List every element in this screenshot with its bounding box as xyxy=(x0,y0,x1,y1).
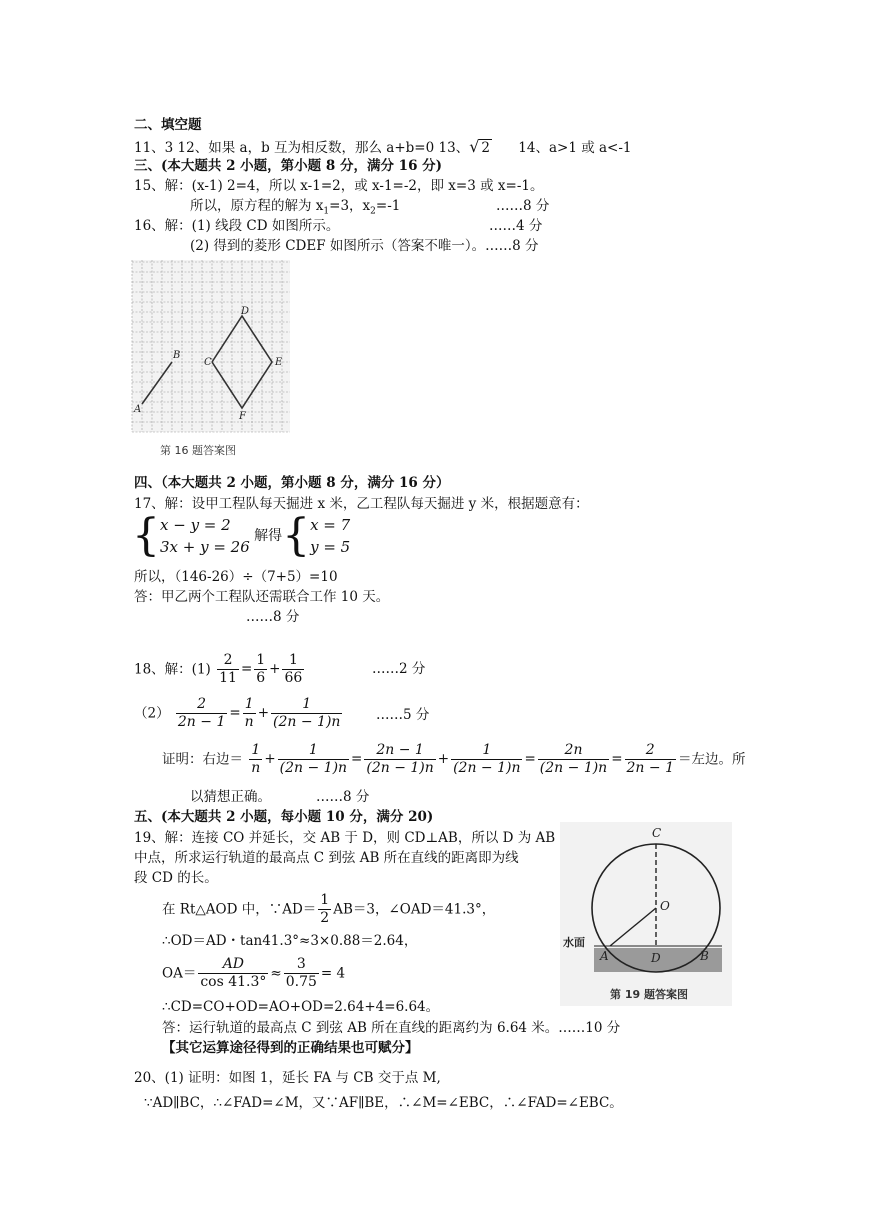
label-C: C xyxy=(652,826,662,840)
eq2: 3x + y = 26 xyxy=(160,538,250,556)
proof-tail: ＝左边。所 xyxy=(677,751,746,768)
section-3-title: 三、(本大题共 2 小题，第小题 8 分，满分 16 分) xyxy=(134,158,443,174)
grid-figure xyxy=(130,258,294,458)
sol1: x = 7 xyxy=(310,516,351,534)
q18-part2: （2） $\frac{2}{2n - 1}$ = $\frac{1}{n}$ + $\frac{1}{(2n - 1)n}$ xyxy=(134,696,341,730)
q17-score: ……8 分 xyxy=(246,609,300,625)
q15-text-c: =-1 xyxy=(375,198,401,214)
sol2: y = 5 xyxy=(310,538,351,556)
q15-text-b: =3，x xyxy=(329,198,371,214)
label-B: B xyxy=(173,350,181,361)
q19-line8: 答：运行轨道的最高点 C 到弦 AB 所在直线的距离约为 6.64 米。……10 分 xyxy=(162,1020,621,1036)
figure-16-caption: 第 16 题答案图 xyxy=(160,444,236,457)
fill-blank-answers xyxy=(134,138,632,157)
label-B: B xyxy=(700,949,709,963)
q18-p2: （2） xyxy=(134,705,170,722)
q19-line1: 19、解：连接 CO 并延长，交 AB 于 D，则 CD⊥AB，所以 D 为 AB xyxy=(134,830,556,846)
figure-19-caption: 第 19 题答案图 xyxy=(610,988,688,1001)
figure-16 xyxy=(130,258,294,458)
q20-line1: 20、(1) 证明：如图 1，延长 FA 与 CB 交于点 M, xyxy=(134,1070,441,1086)
q19-line3: 段 CD 的长。 xyxy=(134,870,218,886)
q15-text-a: 所以，原方程的解为 x xyxy=(190,198,324,214)
q17-system: { x − y = 2 3x + y = 26 解得{ x = 7 y = 5 xyxy=(132,510,351,561)
q16-line1: 16、解：(1) 线段 CD 如图所示。 xyxy=(134,218,340,234)
q18-proof: 证明：右边＝ $\frac{1}{n}$ + $\frac{1}{(2n - 1)n}$ = $\frac{2n - 1}{(2n - 1)n}$ + $\frac{1}{(2n - 1)n}$ = $\frac{2n}{(2n - 1)n}$ = $\frac{2}{2n - 1}$ ＝左边。所 xyxy=(162,742,746,776)
label-D: D xyxy=(651,951,661,965)
circle-figure xyxy=(560,822,732,1006)
q17-line3: 所以，（146-26）÷（7+5）=10 xyxy=(134,569,338,585)
label-A: A xyxy=(600,949,609,963)
eq1: x − y = 2 xyxy=(160,516,231,534)
proof-line2: 以猜想正确。 xyxy=(190,789,271,805)
q19-line6: OA＝ $\frac{AD}{\cos 41.3^\circ}$ ≈ $\frac{3}{0.75}$ = 4 xyxy=(162,956,346,990)
label-F: F xyxy=(239,411,246,422)
q15-line2: 所以，原方程的解为 $x_1=3$，$x_2=-1$ xyxy=(190,198,401,217)
sqrt-value: 2 xyxy=(481,140,490,156)
q17-line4: 答：甲乙两个工程队还需联合工作 10 天。 xyxy=(134,589,390,605)
label-O: O xyxy=(660,899,670,913)
q16-line2: (2) 得到的菱形 CDEF 如图所示（答案不唯一）。……8 分 xyxy=(190,238,539,254)
section-2-title: 二、填空题 xyxy=(134,117,202,133)
proof-score: ……8 分 xyxy=(316,789,370,805)
q20-line2: ∵AD∥BC，∴∠FAD=∠M，又∵AF∥BE，∴∠M=∠EBC，∴∠FAD=∠EBC。 xyxy=(144,1095,623,1111)
label-A: A xyxy=(134,404,142,415)
answers-11-13: 11、3 12、如果 a，b 互为相反数，那么 a+b=0 13、 xyxy=(134,140,470,156)
q19-line2: 中点，所求运行轨道的最高点 C 到弦 AB 所在直线的距离即为线 xyxy=(134,850,519,866)
q18-head: 18、解：(1) xyxy=(134,661,211,678)
q15-line1: 15、解：(x-1) 2=4，所以 x-1=2，或 x-1=-2，即 x=3 或 x=-1。 xyxy=(134,178,544,194)
answer-14: 14、a>1 或 a<-1 xyxy=(518,140,632,156)
q18-score1: ……2 分 xyxy=(372,661,426,677)
section-4-title: 四、（本大题共 2 小题，第小题 8 分，满分 16 分） xyxy=(134,475,450,491)
q19-line5: ∴OD＝AD・tan41.3°≈3×0.88＝2.64， xyxy=(162,933,418,949)
q18-score2: ……5 分 xyxy=(376,707,430,723)
sqrt-sign: √ xyxy=(469,137,480,156)
q18-part1: 18、解：(1) $\frac{2}{11}$ = $\frac{1}{6}$ + $\frac{1}{66}$ xyxy=(134,652,303,686)
proof-head: 证明：右边＝ xyxy=(162,751,243,768)
q15-score: ……8 分 xyxy=(496,198,550,214)
water-label: 水面 xyxy=(563,936,585,949)
solve-label: 解得 xyxy=(254,528,283,544)
label-C: C xyxy=(204,357,212,368)
q19-line4: 在 Rt△AOD 中，∵AD＝ $\frac{1}{2}$ AB＝3，∠OAD＝41.3°， xyxy=(162,892,496,926)
q19-line7: ∴CD=CO+OD=AO+OD=2.64+4=6.64。 xyxy=(162,999,440,1015)
q17-line1: 17、解：设甲工程队每天掘进 x 米，乙工程队每天掘进 y 米，根据题意有： xyxy=(134,496,589,512)
q19-line9: 【其它运算途径得到的正确结果也可赋分】 xyxy=(162,1040,419,1056)
label-D: D xyxy=(241,306,250,317)
figure-19 xyxy=(560,822,732,1006)
label-E: E xyxy=(275,357,283,368)
section-5-title: 五、(本大题共 2 小题，每小题 10 分，满分 20) xyxy=(134,809,434,825)
q16-score1: ……4 分 xyxy=(489,218,543,234)
